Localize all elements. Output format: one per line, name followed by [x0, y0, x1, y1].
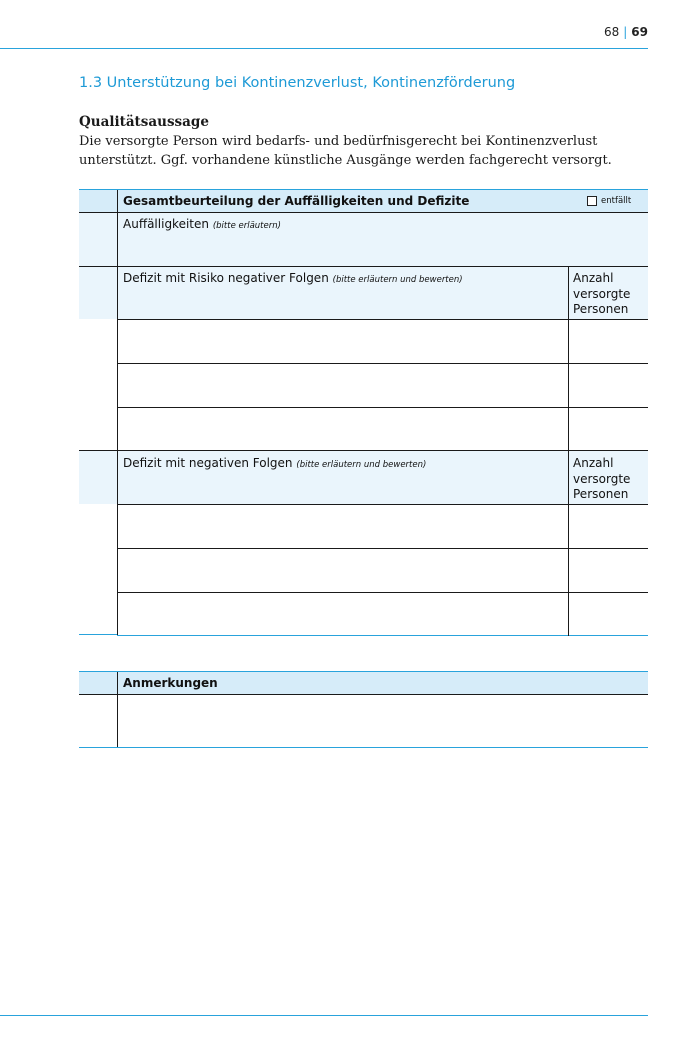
risk-entry-row[interactable] [117, 319, 648, 363]
header-rule [0, 48, 648, 49]
remarks-header-row [79, 671, 648, 694]
column-divider [568, 408, 569, 451]
negative-deficit-label: Defizit mit negativen Folgen (bitte erläutern und bewerten) [123, 456, 427, 470]
divider [117, 190, 118, 212]
risk-deficit-note: (bitte erläutern und bewerten) [332, 275, 463, 285]
divider [117, 672, 118, 694]
negative-deficit-row [79, 450, 648, 504]
remarks-table [79, 671, 648, 748]
divider [117, 213, 118, 266]
remarks-entry-row[interactable] [79, 694, 648, 748]
entfaellt-checkbox[interactable] [587, 196, 597, 206]
findings-note: (bitte erläutern) [212, 221, 281, 231]
column-divider [568, 451, 569, 505]
page-number [604, 25, 648, 39]
findings-row[interactable] [79, 212, 648, 266]
page-number-left: 68 [603, 25, 620, 39]
quality-statement: Die versorgte Person wird bedarfs- und bedürfnisgerecht bei Kontinenzverlust unterstützt. Ggf. vorhandene künstliche Ausgänge werden fachgerecht versorgt. [79, 134, 612, 168]
column-divider [568, 505, 569, 549]
column-divider [568, 593, 569, 636]
divider [117, 695, 118, 747]
assessment-title: Gesamtbeurteilung der Auffälligkeiten und Defizite [123, 194, 470, 208]
divider [117, 451, 118, 504]
assessment-header-row [79, 189, 648, 212]
risk-entry-row[interactable] [117, 363, 648, 407]
page-separator: | [623, 25, 628, 39]
section-title: 1.3 Unterstützung bei Kontinenzverlust, Kontinenzförderung [79, 75, 516, 91]
risk-deficit-label: Defizit mit Risiko negativer Folgen (bitte erläutern und bewerten) [123, 271, 463, 285]
quality-heading: Qualitätsaussage [79, 114, 209, 130]
remarks-title: Anmerkungen [123, 676, 218, 690]
risk-entry-row[interactable] [117, 407, 648, 450]
negative-entry-row[interactable] [117, 548, 648, 592]
count-header: Anzahl versorgte Personen [573, 271, 631, 316]
table-bottom-rule [79, 634, 117, 635]
column-divider [568, 549, 569, 593]
negative-entry-row[interactable] [117, 592, 648, 636]
column-divider [568, 320, 569, 364]
divider [117, 267, 118, 319]
column-divider [568, 267, 569, 320]
assessment-table [79, 189, 648, 636]
footer-rule [0, 1015, 648, 1016]
entfaellt-label: entfällt [601, 196, 632, 206]
risk-deficit-row [79, 266, 648, 319]
negative-entry-row[interactable] [117, 504, 648, 548]
count-header: Anzahl versorgte Personen [573, 456, 631, 501]
findings-label: Auffälligkeiten (bitte erläutern) [123, 217, 281, 231]
page-number-right: 69 [631, 25, 648, 39]
column-divider [568, 364, 569, 408]
negative-deficit-note: (bitte erläutern und bewerten) [296, 460, 427, 470]
